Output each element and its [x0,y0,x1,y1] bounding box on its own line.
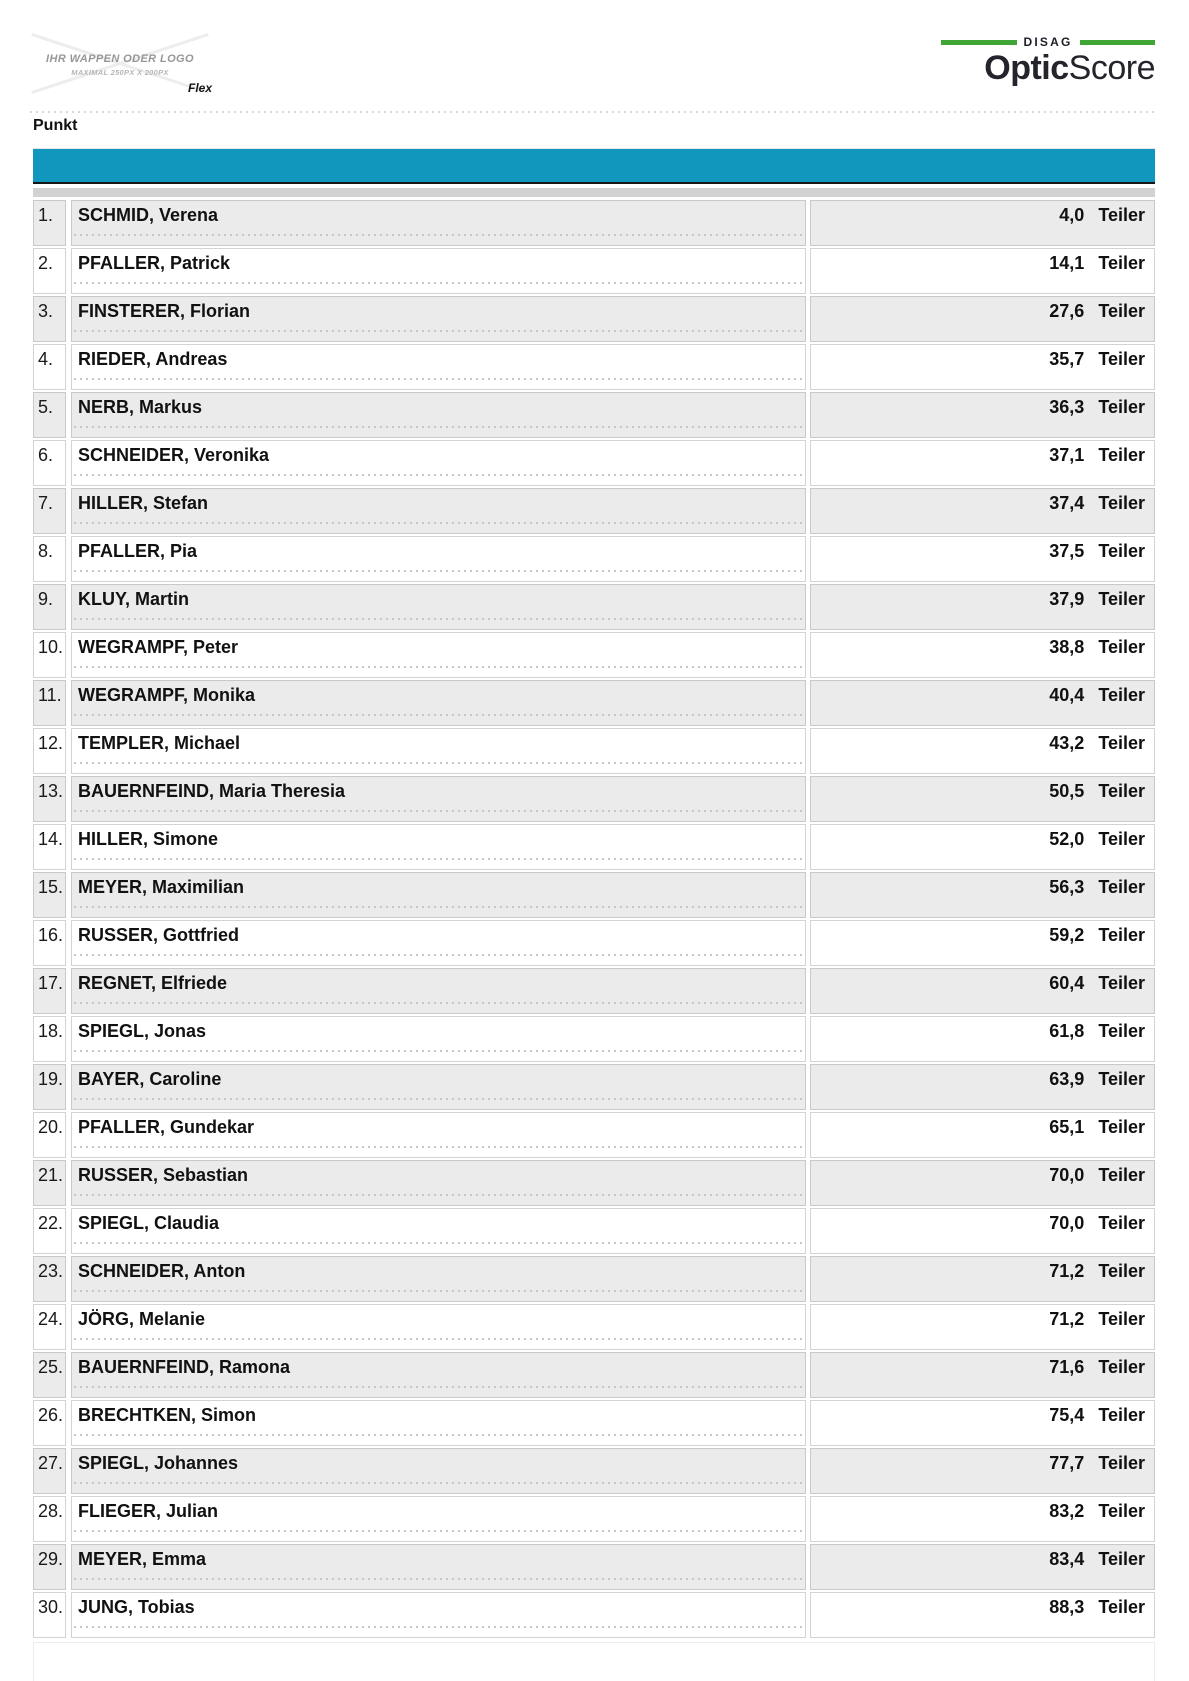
name-cell [71,1592,806,1638]
name-cell [71,1496,806,1542]
score-cell [810,728,1155,774]
score-unit: Teiler [1098,445,1145,465]
name-cell [71,968,806,1014]
dotted-line [74,1098,803,1100]
dotted-line [74,954,803,956]
score-cell [810,1544,1155,1590]
rank-cell: 11. [33,680,66,726]
dotted-line [74,810,803,812]
name-cell [71,632,806,678]
score-cell [810,248,1155,294]
dotted-line [74,522,803,524]
score-value: 43,2 [1049,733,1085,753]
score-value: 27,6 [1049,301,1085,321]
rank-cell: 14. [33,824,66,870]
dotted-line [74,1626,803,1628]
table-row [33,632,1155,678]
name-cell [71,1160,806,1206]
rank-cell: 25. [33,1352,66,1398]
score-cell [810,1016,1155,1062]
table-row [33,1496,1155,1542]
table-header-bar [33,148,1155,184]
disag-green-bar-icon [1080,40,1156,45]
shooter-name: RUSSER, Sebastian [78,1165,249,1185]
score-value: 71,2 [1049,1261,1085,1281]
shooter-name: TEMPLER, Michael [78,733,241,753]
result-rows [33,200,1155,1640]
shooter-name: BAUERNFEIND, Ramona [78,1357,291,1377]
shooter-name: WEGRAMPF, Monika [78,685,256,705]
score-unit: Teiler [1098,541,1145,561]
dotted-line [74,1194,803,1196]
score-value: 83,2 [1049,1501,1085,1521]
score-value: 88,3 [1049,1597,1085,1617]
name-cell [71,584,806,630]
dotted-line [74,1434,803,1436]
score-unit: Teiler [1098,973,1145,993]
opticscore-wordmark [941,50,1155,86]
rank-cell: 15. [33,872,66,918]
score-cell [810,1160,1155,1206]
shooter-name: JUNG, Tobias [78,1597,195,1617]
name-cell [71,1352,806,1398]
table-row [33,1352,1155,1398]
shooter-name: SCHMID, Verena [78,205,219,225]
rank-cell: 18. [33,1016,66,1062]
score-value: 71,6 [1049,1357,1085,1377]
score-cell [810,1352,1155,1398]
placeholder-text-line1: IHR WAPPEN ODER LOGO [46,53,194,65]
name-cell [71,824,806,870]
shooter-name: HILLER, Simone [78,829,219,849]
score-value: 75,4 [1049,1405,1085,1425]
table-row [33,1400,1155,1446]
table-row [33,200,1155,246]
table-row [33,1160,1155,1206]
table-row [33,344,1155,390]
score-cell [810,344,1155,390]
header-separator-line [30,111,1157,113]
rank-cell: 2. [33,248,66,294]
score-unit: Teiler [1098,589,1145,609]
name-cell [71,1544,806,1590]
score-value: 37,1 [1049,445,1085,465]
name-cell [71,344,806,390]
name-cell [71,1112,806,1158]
score-cell [810,440,1155,486]
name-cell [71,920,806,966]
dotted-line [74,906,803,908]
score-cell [810,200,1155,246]
score-unit: Teiler [1098,397,1145,417]
table-row [33,584,1155,630]
dotted-line [74,1242,803,1244]
score-unit: Teiler [1098,1069,1145,1089]
dotted-line [74,858,803,860]
dotted-line [74,474,803,476]
score-cell [810,488,1155,534]
table-row [33,488,1155,534]
rank-cell: 27. [33,1448,66,1494]
score-value: 83,4 [1049,1549,1085,1569]
table-row [33,776,1155,822]
score-cell [810,824,1155,870]
dotted-line [74,570,803,572]
shooter-name: WEGRAMPF, Peter [78,637,239,657]
dotted-line [74,1290,803,1292]
name-cell [71,728,806,774]
dotted-line [74,1482,803,1484]
table-row [33,1448,1155,1494]
score-unit: Teiler [1098,1117,1145,1137]
table-header-shadow-strip [33,188,1155,197]
name-cell [71,440,806,486]
table-row [33,296,1155,342]
table-row [33,1304,1155,1350]
disag-wordmark: DISAG [1023,35,1073,49]
table-row [33,824,1155,870]
dotted-line [74,1050,803,1052]
score-unit: Teiler [1098,1309,1145,1329]
shooter-name: KLUY, Martin [78,589,190,609]
rank-cell: 20. [33,1112,66,1158]
name-cell [71,296,806,342]
table-row [33,1064,1155,1110]
score-unit: Teiler [1098,925,1145,945]
shooter-name: PFALLER, Gundekar [78,1117,255,1137]
table-row [33,1256,1155,1302]
disag-green-bar-icon [941,40,1017,45]
rank-cell: 22. [33,1208,66,1254]
score-cell [810,872,1155,918]
score-value: 14,1 [1049,253,1085,273]
name-cell [71,1016,806,1062]
shooter-name: SCHNEIDER, Anton [78,1261,246,1281]
disag-opticscore-logo [941,35,1155,86]
score-unit: Teiler [1098,1453,1145,1473]
dotted-line [74,618,803,620]
score-cell [810,968,1155,1014]
rank-cell: 13. [33,776,66,822]
shooter-name: RIEDER, Andreas [78,349,228,369]
shooter-name: SPIEGL, Jonas [78,1021,207,1041]
name-cell [71,1304,806,1350]
dotted-line [74,330,803,332]
rank-cell: 8. [33,536,66,582]
shooter-name: BRECHTKEN, Simon [78,1405,257,1425]
dotted-line [74,1338,803,1340]
name-cell [71,1208,806,1254]
score-value: 36,3 [1049,397,1085,417]
name-cell [71,488,806,534]
score-unit: Teiler [1098,253,1145,273]
score-cell [810,680,1155,726]
score-cell [810,392,1155,438]
score-value: 56,3 [1049,877,1085,897]
score-cell [810,1448,1155,1494]
score-unit: Teiler [1098,1021,1145,1041]
score-unit: Teiler [1098,829,1145,849]
dotted-line [74,714,803,716]
name-cell [71,872,806,918]
score-value: 70,0 [1049,1165,1085,1185]
rank-cell: 28. [33,1496,66,1542]
score-unit: Teiler [1098,1597,1145,1617]
score-cell [810,1400,1155,1446]
score-cell [810,1496,1155,1542]
score-value: 71,2 [1049,1309,1085,1329]
rank-cell: 5. [33,392,66,438]
rank-cell: 7. [33,488,66,534]
optic-wordmark-bold: Optic [984,49,1069,87]
score-unit: Teiler [1098,1213,1145,1233]
table-row [33,968,1155,1014]
shooter-name: SPIEGL, Johannes [78,1453,239,1473]
shooter-name: FINSTERER, Florian [78,301,251,321]
shooter-name: BAYER, Caroline [78,1069,222,1089]
score-cell [810,920,1155,966]
club-logo-placeholder [32,34,208,92]
score-value: 38,8 [1049,637,1085,657]
score-value: 52,0 [1049,829,1085,849]
name-cell [71,1448,806,1494]
score-value: 61,8 [1049,1021,1085,1041]
rank-cell: 9. [33,584,66,630]
shooter-name: FLIEGER, Julian [78,1501,219,1521]
score-unit: Teiler [1098,301,1145,321]
table-row [33,1592,1155,1638]
name-cell [71,248,806,294]
score-unit: Teiler [1098,1405,1145,1425]
score-unit: Teiler [1098,733,1145,753]
score-cell [810,1304,1155,1350]
score-wordmark-light: Score [1068,49,1155,87]
shooter-name: REGNET, Elfriede [78,973,228,993]
rank-cell: 3. [33,296,66,342]
score-cell [810,584,1155,630]
name-cell [71,1256,806,1302]
table-row [33,440,1155,486]
rank-cell: 4. [33,344,66,390]
table-row [33,1112,1155,1158]
shooter-name: BAUERNFEIND, Maria Theresia [78,781,346,801]
table-row [33,392,1155,438]
score-unit: Teiler [1098,1501,1145,1521]
score-unit: Teiler [1098,1261,1145,1281]
rank-cell: 26. [33,1400,66,1446]
name-cell [71,776,806,822]
dotted-line [74,282,803,284]
table-row [33,680,1155,726]
table-row [33,248,1155,294]
dotted-line [74,426,803,428]
flex-label: Flex [188,81,213,95]
score-unit: Teiler [1098,685,1145,705]
dotted-line [74,666,803,668]
shooter-name: SCHNEIDER, Veronika [78,445,270,465]
dotted-line [74,378,803,380]
score-unit: Teiler [1098,781,1145,801]
shooter-name: SPIEGL, Claudia [78,1213,220,1233]
table-row [33,1208,1155,1254]
score-cell [810,1208,1155,1254]
name-cell [71,680,806,726]
shooter-name: HILLER, Stefan [78,493,209,513]
score-unit: Teiler [1098,205,1145,225]
score-value: 4,0 [1059,205,1085,225]
name-cell [71,200,806,246]
dotted-line [74,1002,803,1004]
shooter-name: JÖRG, Melanie [78,1309,206,1329]
dotted-line [74,234,803,236]
score-value: 59,2 [1049,925,1085,945]
score-value: 65,1 [1049,1117,1085,1137]
rank-cell: 24. [33,1304,66,1350]
dotted-line [74,1578,803,1580]
rank-cell: 16. [33,920,66,966]
dotted-line [74,1146,803,1148]
score-value: 63,9 [1049,1069,1085,1089]
score-unit: Teiler [1098,349,1145,369]
score-cell [810,1592,1155,1638]
dotted-line [74,1530,803,1532]
score-cell [810,536,1155,582]
score-unit: Teiler [1098,1165,1145,1185]
score-value: 40,4 [1049,685,1085,705]
score-value: 77,7 [1049,1453,1085,1473]
name-cell [71,1064,806,1110]
rank-cell: 29. [33,1544,66,1590]
rank-cell: 21. [33,1160,66,1206]
score-unit: Teiler [1098,1357,1145,1377]
score-unit: Teiler [1098,1549,1145,1569]
shooter-name: MEYER, Emma [78,1549,207,1569]
table-row [33,728,1155,774]
table-row [33,536,1155,582]
dotted-line [74,762,803,764]
score-unit: Teiler [1098,637,1145,657]
score-value: 60,4 [1049,973,1085,993]
name-cell [71,392,806,438]
shooter-name: RUSSER, Gottfried [78,925,240,945]
name-cell [71,536,806,582]
rank-cell: 1. [33,200,66,246]
rank-cell: 19. [33,1064,66,1110]
shooter-name: NERB, Markus [78,397,203,417]
page-title: Punkt [33,117,78,134]
rank-cell: 30. [33,1592,66,1638]
score-unit: Teiler [1098,877,1145,897]
rank-cell: 6. [33,440,66,486]
score-cell [810,632,1155,678]
name-cell [71,1400,806,1446]
score-value: 35,7 [1049,349,1085,369]
rank-cell: 10. [33,632,66,678]
table-row [33,872,1155,918]
rank-cell: 17. [33,968,66,1014]
score-value: 50,5 [1049,781,1085,801]
shooter-name: MEYER, Maximilian [78,877,245,897]
placeholder-text-line2: MAXIMAL 250PX X 200PX [71,68,169,77]
score-cell [810,1112,1155,1158]
score-cell [810,776,1155,822]
score-value: 70,0 [1049,1213,1085,1233]
table-row [33,1544,1155,1590]
score-value: 37,9 [1049,589,1085,609]
rank-cell: 23. [33,1256,66,1302]
score-cell [810,1256,1155,1302]
table-row [33,920,1155,966]
table-row [33,1016,1155,1062]
disag-logo-top [941,35,1155,49]
partial-next-row [33,1642,1155,1681]
score-cell [810,296,1155,342]
score-unit: Teiler [1098,493,1145,513]
score-value: 37,4 [1049,493,1085,513]
rank-cell: 12. [33,728,66,774]
score-value: 37,5 [1049,541,1085,561]
score-cell [810,1064,1155,1110]
shooter-name: PFALLER, Patrick [78,253,231,273]
shooter-name: PFALLER, Pia [78,541,198,561]
dotted-line [74,1386,803,1388]
